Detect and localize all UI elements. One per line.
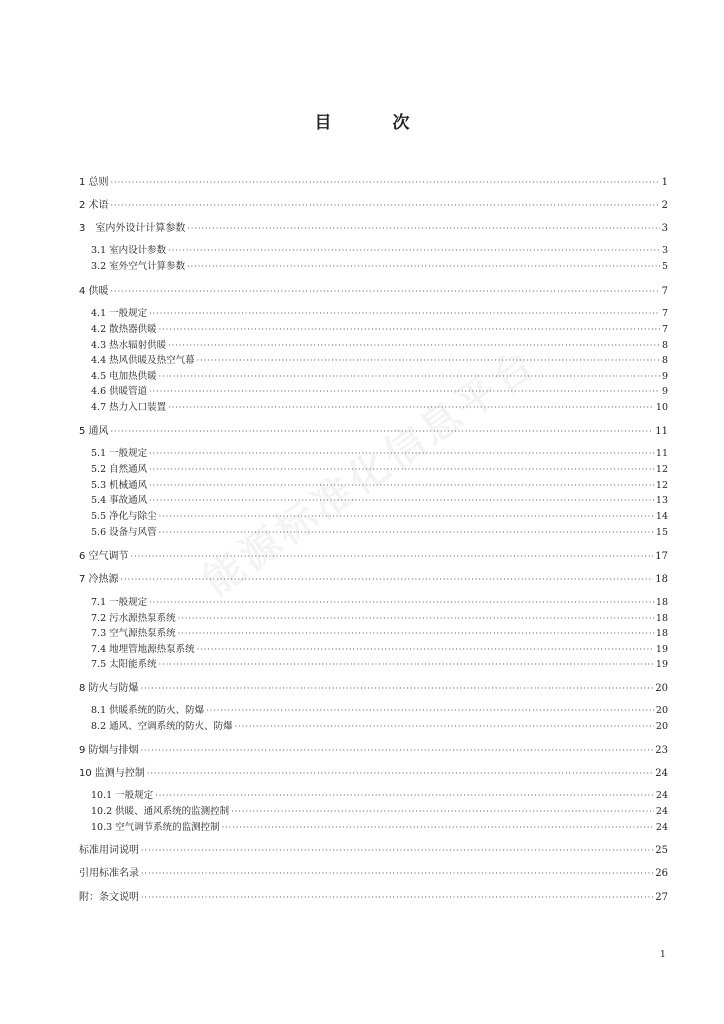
toc-chapter-entry[interactable] [79,766,668,782]
toc-entry-label: 4.3 热水辐射供暖 [91,340,167,351]
toc-entry-page: 8 [661,340,668,351]
toc-section-entry[interactable] [91,259,668,275]
toc-section-entry[interactable] [91,611,668,627]
toc-entry-label: 4.2 散热器供暖 [91,324,157,335]
toc-section-entry[interactable] [91,719,668,735]
toc-entry-page: 7 [661,308,668,319]
toc-section-entry[interactable] [91,595,668,611]
toc-leader-dots [168,243,660,259]
toc-section-entry[interactable] [91,353,668,369]
toc-section-entry[interactable] [91,804,668,820]
toc-leader-dots [231,804,654,820]
toc-entry-page: 15 [655,527,668,538]
toc-entry-label: 10.1 一般规定 [91,790,154,801]
toc-entry-label: 4.5 电加热供暖 [91,371,157,382]
toc-entry-label: 5.5 净化与除尘 [91,511,157,522]
toc-entry-page: 2 [661,200,668,211]
toc-leader-dots [159,509,654,525]
toc-leader-dots [206,703,654,719]
toc-entry-label: 5.6 设备与风管 [91,527,157,538]
toc-section-entry[interactable] [91,626,668,642]
toc-leader-dots [159,369,660,385]
toc-leader-dots [111,198,660,214]
toc-section-entry[interactable] [91,446,668,462]
toc-entry-label: 7.3 空气源热泵系统 [91,628,176,639]
watermark: 能源标准化信息平台 [195,340,546,606]
toc-entry-label: 7.5 太阳能系统 [91,659,157,670]
toc-entry-page: 8 [661,355,668,366]
toc-leader-dots [149,595,654,611]
toc-entry-label: 4.6 供暖管道 [91,386,148,397]
toc-section-entry[interactable] [91,400,668,416]
toc-leader-dots [141,681,654,697]
toc-section-entry[interactable] [91,509,668,525]
toc-entry-page: 3 [661,245,668,256]
toc-entry-page: 9 [661,371,668,382]
toc-chapter-entry[interactable] [79,549,668,565]
toc-entry-page: 24 [655,806,668,817]
toc-entry-label: 4.4 热风供暖及热空气幕 [91,355,195,366]
toc-entry-page: 13 [655,495,668,506]
toc-entry-label: 10.2 供暖、通风系统的监测控制 [91,806,230,817]
toc-leader-dots [121,572,654,588]
toc-entry-page: 17 [655,551,668,562]
toc-section-entry[interactable] [91,322,668,338]
toc-section-entry[interactable] [91,306,668,322]
toc-entry-label: 8 防火与防爆 [79,683,139,694]
toc-entry-label: 5.2 自然通风 [91,464,148,475]
toc-entry-label: 5.1 一般规定 [91,448,148,459]
toc-leader-dots [141,890,653,906]
toc-leader-dots [111,175,660,191]
toc-entry-label: 引用标准名录 [79,868,139,879]
toc-leader-dots [149,493,654,509]
toc-section-entry[interactable] [91,642,668,658]
toc-chapter-entry[interactable] [79,175,668,191]
toc-leader-dots [178,626,654,642]
toc-entry-label: 附：条文说明 [79,892,139,903]
toc-entry-label: 4.7 热力入口装置 [91,402,167,413]
toc-leader-dots [149,446,654,462]
toc-leader-dots [159,525,654,541]
toc-entry-page: 5 [661,261,668,272]
toc-leader-dots [155,788,654,804]
toc-entry-label: 标准用词说明 [79,845,139,856]
toc-leader-dots [141,866,653,882]
toc-chapter-entry[interactable] [79,221,668,237]
toc-leader-dots [147,766,653,782]
toc-entry-page: 11 [655,448,668,459]
footer-page-number: 1 [660,950,666,960]
toc-entry-page: 12 [655,464,668,475]
toc-chapter-entry[interactable] [79,843,668,859]
toc-leader-dots [141,843,653,859]
toc-leader-dots [131,549,654,565]
toc-leader-dots [197,642,654,658]
toc-entry-page: 25 [655,845,668,856]
toc-entry-page: 24 [655,768,668,779]
toc-entry-page: 1 [661,177,668,188]
toc-chapter-entry[interactable] [79,866,668,882]
toc-entry-label: 3 室内外设计计算参数 [79,223,186,234]
toc-entry-page: 18 [655,574,668,585]
page-title: 目 次 [314,113,432,133]
toc-entry-page: 19 [655,659,668,670]
toc-entry-label: 10.3 空气调节系统的监测控制 [91,822,220,833]
toc-entry-page: 19 [655,644,668,655]
toc-chapter-entry[interactable] [79,198,668,214]
toc-section-entry[interactable] [91,462,668,478]
toc-entry-page: 7 [661,324,668,335]
toc-leader-dots [168,400,654,416]
toc-leader-dots [159,322,660,338]
toc-chapter-entry[interactable] [79,890,668,906]
toc-chapter-entry[interactable] [79,572,668,588]
toc-entry-page: 10 [655,402,668,413]
toc-section-entry[interactable] [91,493,668,509]
toc-entry-page: 20 [655,721,668,732]
toc-entry-page: 26 [655,868,668,879]
toc-leader-dots [197,353,660,369]
toc-section-entry[interactable] [91,369,668,385]
toc-entry-page: 18 [655,597,668,608]
toc-entry-label: 7 冷热源 [79,574,119,585]
toc-entry-page: 18 [655,613,668,624]
toc-leader-dots [149,384,660,400]
toc-leader-dots [149,306,660,322]
toc-entry-label: 5.4 事故通风 [91,495,148,506]
toc-entry-label: 3.1 室内设计参数 [91,245,167,256]
toc-leader-dots [187,221,659,237]
toc-leader-dots [168,338,660,354]
toc-chapter-entry[interactable] [79,681,668,697]
toc-entry-label: 7.4 地埋管地源热泵系统 [91,644,195,655]
toc-leader-dots [149,462,654,478]
toc-leader-dots [235,719,654,735]
toc-leader-dots [111,424,654,440]
toc-entry-label: 5.3 机械通风 [91,480,148,491]
toc-entry-label: 4 供暖 [79,286,109,297]
toc-entry-label: 6 空气调节 [79,551,129,562]
toc-section-entry[interactable] [91,243,668,259]
toc-entry-page: 24 [655,790,668,801]
toc-leader-dots [187,259,660,275]
toc-entry-label: 7.1 一般规定 [91,597,148,608]
toc-entry-page: 27 [655,892,668,903]
toc-leader-dots [149,478,654,494]
toc-entry-page: 7 [661,286,668,297]
toc-entry-page: 3 [661,223,668,234]
toc-entry-page: 12 [655,480,668,491]
toc-entry-label: 10 监测与控制 [79,768,145,779]
toc-entry-label: 2 术语 [79,200,109,211]
toc-entry-label: 4.1 一般规定 [91,308,148,319]
toc-entry-label: 7.2 污水源热泵系统 [91,613,176,624]
toc-entry-page: 20 [655,683,668,694]
toc-chapter-entry[interactable] [79,424,668,440]
toc-section-entry[interactable] [91,820,668,836]
toc-entry-page: 24 [655,822,668,833]
toc-chapter-entry[interactable] [79,284,668,300]
toc-entry-page: 11 [655,426,668,437]
toc-entry-page: 9 [661,386,668,397]
toc-leader-dots [159,657,654,673]
toc-entry-page: 23 [655,745,668,756]
toc-section-entry[interactable] [91,703,668,719]
toc-section-entry[interactable] [91,338,668,354]
toc-entry-label: 5 通风 [79,426,109,437]
toc-leader-dots [178,611,654,627]
toc-entry-label: 8.2 通风、空调系统的防火、防爆 [91,721,233,732]
toc-entry-page: 18 [655,628,668,639]
toc-leader-dots [222,820,654,836]
toc-leader-dots [111,284,660,300]
toc-leader-dots [141,743,654,759]
toc-section-entry[interactable] [91,478,668,494]
toc-entry-label: 8.1 供暖系统的防火、防爆 [91,705,205,716]
toc-section-entry[interactable] [91,525,668,541]
toc-section-entry[interactable] [91,384,668,400]
toc-entry-page: 20 [655,705,668,716]
toc-chapter-entry[interactable] [79,743,668,759]
toc-entry-label: 1 总则 [79,177,109,188]
toc-section-entry[interactable] [91,657,668,673]
toc-entry-page: 14 [655,511,668,522]
toc-entry-label: 9 防烟与排烟 [79,745,139,756]
toc-entry-label: 3.2 室外空气计算参数 [91,261,186,272]
toc-section-entry[interactable] [91,788,668,804]
